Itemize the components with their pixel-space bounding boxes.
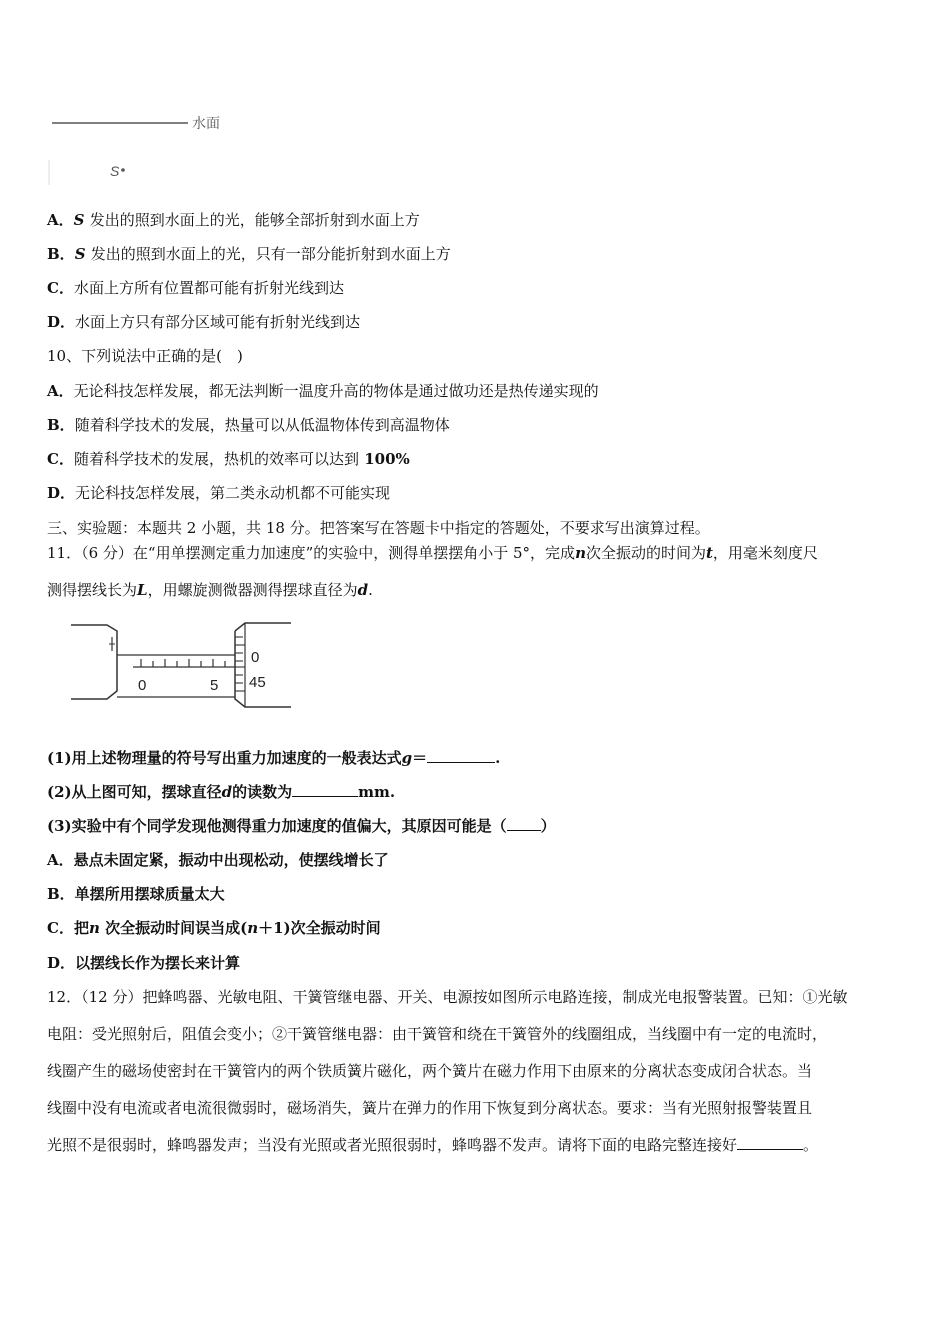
text: 次全振动时间误当成( — [105, 919, 248, 937]
var-n: n — [247, 919, 259, 937]
q10-option-c — [47, 449, 410, 469]
percent-value: 100% — [364, 450, 410, 468]
var-n: n — [88, 919, 100, 937]
q12-line3: 线圈产生的磁场使密封在干簧管内的两个铁质簧片磁化，两个簧片在磁力作用下由原来的分离状态变成闭合状态。当 — [47, 1062, 813, 1080]
micrometer-frame-left — [71, 625, 117, 699]
main-scale-ticks — [141, 659, 225, 667]
thimble-ticks — [235, 637, 245, 691]
q11-option-b: B．单摆所用摆球质量太大 — [47, 885, 225, 903]
q12-line4: 线圈中没有电流或者电流很微弱时，磁场消失，簧片在弹力的作用下恢复到分离状态。要求：当有光照射报警装置且 — [47, 1099, 813, 1117]
option-letter: B． — [47, 245, 75, 263]
q10-option-d — [47, 483, 390, 503]
q10-option-b — [47, 415, 450, 435]
option-letter: D． — [47, 313, 76, 331]
main-scale-label-0: 0 — [138, 677, 147, 694]
source-s-label: S — [110, 163, 120, 179]
text: 的读数为 — [232, 783, 293, 801]
var-d: d — [357, 581, 369, 599]
option-text: 水面上方所有位置都可能有折射光线到达 — [73, 279, 344, 297]
option-letter: A． — [47, 382, 74, 400]
micrometer-thimble — [235, 623, 291, 707]
q11-sub1 — [47, 748, 500, 768]
q9-option-c — [47, 278, 344, 298]
text: ，用毫米刻度尺 — [712, 544, 818, 562]
q10-stem: 10、下列说法中正确的是( ) — [47, 347, 243, 365]
option-text: 随着科学技术的发展，热量可以从低温物体传到高温物体 — [74, 416, 450, 434]
option-text: 水面上方只有部分区域可能有折射光线到达 — [75, 313, 361, 331]
option-text: 发出的照到水面上的光，能够全部折射到水面上方 — [89, 211, 420, 229]
q12-line5 — [47, 1135, 818, 1155]
main-scale-label-5: 5 — [210, 677, 219, 694]
q11-stem-line2 — [47, 580, 373, 600]
var-g: g — [401, 749, 413, 767]
text: (1)用上述物理量的符号写出重力加速度的一般表达式 — [47, 749, 402, 767]
text: ，用螺旋测微器测得摆球直径为 — [147, 581, 358, 599]
text: C．把 — [47, 919, 89, 937]
var-t: t — [705, 544, 713, 562]
section-3-heading: 三、实验题：本题共 2 小题，共 18 分。把答案写在答题卡中指定的答题处，不要求写出演算过程。 — [47, 519, 710, 537]
answer-blank[interactable] — [292, 782, 358, 797]
answer-blank[interactable] — [737, 1135, 803, 1150]
text: 次全振动的时间为 — [585, 544, 706, 562]
var-s: S — [74, 245, 86, 263]
var-l: L — [137, 581, 148, 599]
text: ＝ — [412, 749, 428, 767]
q12-line2: 电阻：受光照射后，阻值会变小；②干簧管继电器：由干簧管和绕在干簧管外的线圈组成，当线圈中有一定的电流时， — [47, 1025, 828, 1043]
q11-option-d: D．以摆线长作为摆长来计算 — [47, 954, 241, 972]
option-text: 无论科技怎样发展，都无法判断一温度升高的物体是通过做功还是热传递实现的 — [73, 382, 599, 400]
q11-option-c — [47, 918, 381, 938]
answer-blank[interactable] — [507, 816, 541, 831]
text: 。 — [803, 1136, 819, 1154]
q11-option-a: A．悬点未固定紧，振动中出现松动，使摆线增长了 — [47, 851, 389, 869]
text: . — [368, 581, 373, 599]
micrometer-figure — [65, 615, 305, 715]
water-surface-figure — [40, 105, 240, 195]
q11-stem-line1 — [47, 543, 818, 563]
q10-option-a — [47, 381, 599, 401]
text: ） — [540, 817, 556, 835]
option-letter: C． — [47, 279, 74, 297]
option-letter: D． — [47, 484, 76, 502]
thimble-label-45: 45 — [249, 674, 266, 691]
option-letter: A． — [47, 211, 74, 229]
text: 11．（6 分）在“用单摆测定重力加速度”的实验中，测得单摆摆角小于 5°，完成 — [47, 544, 576, 562]
q9-option-a — [47, 210, 420, 230]
option-text: 无论科技怎样发展，第二类永动机都不可能实现 — [75, 484, 391, 502]
text: 光照不是很弱时，蜂鸣器发声；当没有光照或者光照很弱时，蜂鸣器不发声。请将下面的电路完整连接好 — [47, 1136, 738, 1154]
text: ＋1)次全振动时间 — [258, 919, 381, 937]
q11-sub3 — [47, 816, 556, 836]
var-n: n — [575, 544, 586, 562]
answer-blank[interactable] — [427, 748, 495, 763]
var-s: S — [73, 211, 85, 229]
q11-sub2 — [47, 782, 395, 802]
text: 测得摆线长为 — [47, 581, 138, 599]
option-letter: B． — [47, 416, 75, 434]
q9-option-d — [47, 312, 360, 332]
text: (3)实验中有个同学发现他测得重力加速度的值偏大，其原因可能是（ — [47, 817, 507, 835]
source-s-dot — [121, 168, 125, 172]
thimble-label-0: 0 — [251, 649, 260, 666]
option-letter: C． — [47, 450, 74, 468]
text: mm. — [358, 783, 396, 801]
option-text: 随着科学技术的发展，热机的效率可以达到 — [73, 450, 359, 468]
q12-line1: 12．（12 分）把蜂鸣器、光敏电阻、干簧管继电器、开关、电源按如图所示电路连接，制成光电报警装置。已知：①光敏 — [47, 988, 848, 1006]
text: . — [495, 749, 501, 767]
water-surface-label: 水面 — [192, 115, 220, 131]
option-text: 发出的照到水面上的光，只有一部分能折射到水面上方 — [90, 245, 451, 263]
text: (2)从上图可知，摆球直径 — [47, 783, 222, 801]
var-d: d — [221, 783, 233, 801]
q9-option-b — [47, 244, 451, 264]
